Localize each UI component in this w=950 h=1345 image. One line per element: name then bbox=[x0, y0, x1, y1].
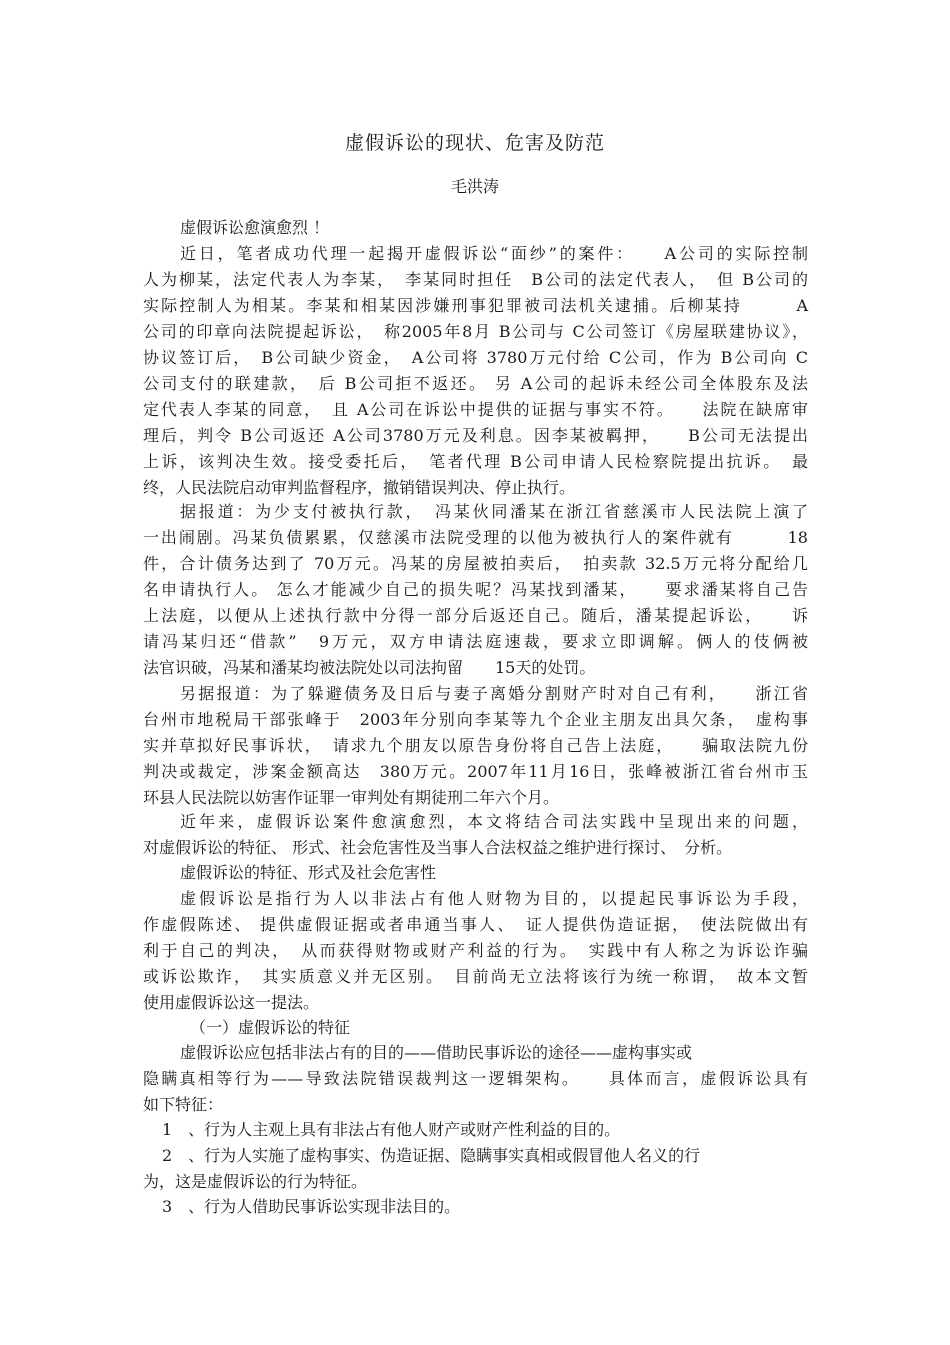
paragraph-line: 上诉，该判决生效。接受委托后， 笔者代理 B公司申请人民检察院提出抗诉。 最 bbox=[143, 452, 808, 471]
paragraph-line: 终，人民法院启动审判监督程序，撤销错误判决、停止执行。 bbox=[143, 478, 576, 497]
paragraph-line: 判决或裁定，涉案金额高达 380万元。2007年11月16日，张峰被浙江省台州市玉 bbox=[143, 762, 808, 781]
paragraph-line: 件，合计债务达到了 70万元。冯某的房屋被拍卖后， 拍卖款 32.5万元将分配给几 bbox=[143, 554, 808, 573]
paragraph-line: 虚假诉讼愈演愈烈 ！ bbox=[180, 218, 330, 237]
document-author: 毛洪涛 bbox=[450, 177, 499, 196]
paragraph-line: 利于自己的判决， 从而获得财物或财产利益的行为。 实践中有人称之为诉讼诈骗 bbox=[143, 941, 808, 960]
list-item-continuation: 为，这是虚假诉讼的行为特征。 bbox=[143, 1172, 368, 1191]
paragraph-line: 实际控制人为相某。李某和相某因涉嫌刑事犯罪被司法机关逮捕。后柳某持 A bbox=[143, 296, 808, 315]
paragraph-line: 或诉讼欺诈， 其实质意义并无区别。 目前尚无立法将该行为统一称谓， 故本文暂 bbox=[143, 967, 808, 986]
paragraph-line: 公司支付的联建款， 后 B公司拒不返还。 另 A公司的起诉未经公司全体股东及法 bbox=[143, 374, 808, 393]
list-item: 3 、行为人借助民事诉讼实现非法目的。 bbox=[162, 1197, 461, 1216]
paragraph-line: 实并草拟好民事诉状， 请求九个朋友以原告身份将自己告上法庭， 骗取法院九份 bbox=[143, 736, 808, 755]
paragraph-line: 另据报道：为了躲避债务及日后与妻子离婚分割财产时对自己有利， 浙江省 bbox=[180, 684, 808, 703]
paragraph-line: 虚假诉讼是指行为人以非法占有他人财物为目的，以提起民事诉讼为手段， bbox=[180, 889, 808, 908]
paragraph-line: 据报道：为少支付被执行款， 冯某伙同潘某在浙江省慈溪市人民法院上演了 bbox=[180, 502, 808, 521]
paragraph-line: 请冯某归还“借款” 9万元，双方申请法庭速裁，要求立即调解。俩人的伎俩被 bbox=[143, 632, 808, 651]
subsection-heading: （一）虚假诉讼的特征 bbox=[190, 1018, 351, 1037]
paragraph-line: 台州市地税局干部张峰于 2003年分别向李某等九个企业主朋友出具欠条， 虚构事 bbox=[143, 710, 808, 729]
document-title: 虚假诉讼的现状、危害及防范 bbox=[344, 132, 605, 154]
paragraph-line: 定代表人李某的同意， 且 A公司在诉讼中提供的证据与事实不符。 法院在缺席审 bbox=[143, 400, 808, 419]
paragraph-line: 名申请执行人。 怎么才能减少自己的损失呢？冯某找到潘某， 要求潘某将自己告 bbox=[143, 580, 808, 599]
list-item: 2 、行为人实施了虚构事实、伪造证据、隐瞒事实真相或假冒他人名义的行 bbox=[162, 1146, 701, 1165]
paragraph-line: 作虚假陈述、 提供虚假证据或者串通当事人、 证人提供伪造证据， 使法院做出有 bbox=[143, 915, 808, 934]
paragraph-line: 公司的印章向法院提起诉讼， 称2005年8月 B公司与 C公司签订《房屋联建协议》， bbox=[143, 322, 808, 341]
paragraph-line: 隐瞒真相等行为——导致法院错误裁判这一逻辑架构。 具体而言，虚假诉讼具有 bbox=[143, 1069, 808, 1088]
paragraph-line: 对虚假诉讼的特征、 形式、社会危害性及当事人合法权益之维护进行探讨、 分析。 bbox=[143, 838, 733, 857]
paragraph-line: 虚假诉讼应包括非法占有的目的——借助民事诉讼的途径——虚构事实或 bbox=[180, 1043, 693, 1062]
paragraph-line: 近年来，虚假诉讼案件愈演愈烈，本文将结合司法实践中呈现出来的问题， bbox=[180, 812, 808, 831]
paragraph-line: 如下特征： bbox=[143, 1095, 224, 1114]
paragraph-line: 人为柳某，法定代表人为李某， 李某同时担任 B公司的法定代表人， 但 B公司的 bbox=[143, 270, 808, 289]
paragraph-line: 法官识破，冯某和潘某均被法院处以司法拘留 15天的处罚。 bbox=[143, 658, 596, 677]
section-heading: 虚假诉讼的特征、形式及社会危害性 bbox=[180, 863, 437, 882]
paragraph-line: 协议签订后， B公司缺少资金， A公司将 3780万元付给 C公司，作为 B公司向 C bbox=[143, 348, 808, 367]
paragraph-line: 上法庭，以便从上述执行款中分得一部分后返还自己。随后，潘某提起诉讼， 诉 bbox=[143, 606, 808, 625]
paragraph-line: 理后，判令 B公司返还 A公司3780万元及利息。因李某被羁押， B公司无法提出 bbox=[143, 426, 808, 445]
paragraph-line: 一出闹剧。冯某负债累累，仅慈溪市法院受理的以他为被执行人的案件就有 18 bbox=[143, 528, 808, 547]
list-item: 1 、行为人主观上具有非法占有他人财产或财产性利益的目的。 bbox=[162, 1120, 621, 1139]
paragraph-line: 使用虚假诉讼这一提法。 bbox=[143, 993, 320, 1012]
paragraph-line: 近日，笔者成功代理一起揭开虚假诉讼“面纱”的案件： A公司的实际控制 bbox=[180, 244, 808, 263]
paragraph-line: 环县人民法院以妨害作证罪一审判处有期徒刑二年六个月。 bbox=[143, 788, 560, 807]
